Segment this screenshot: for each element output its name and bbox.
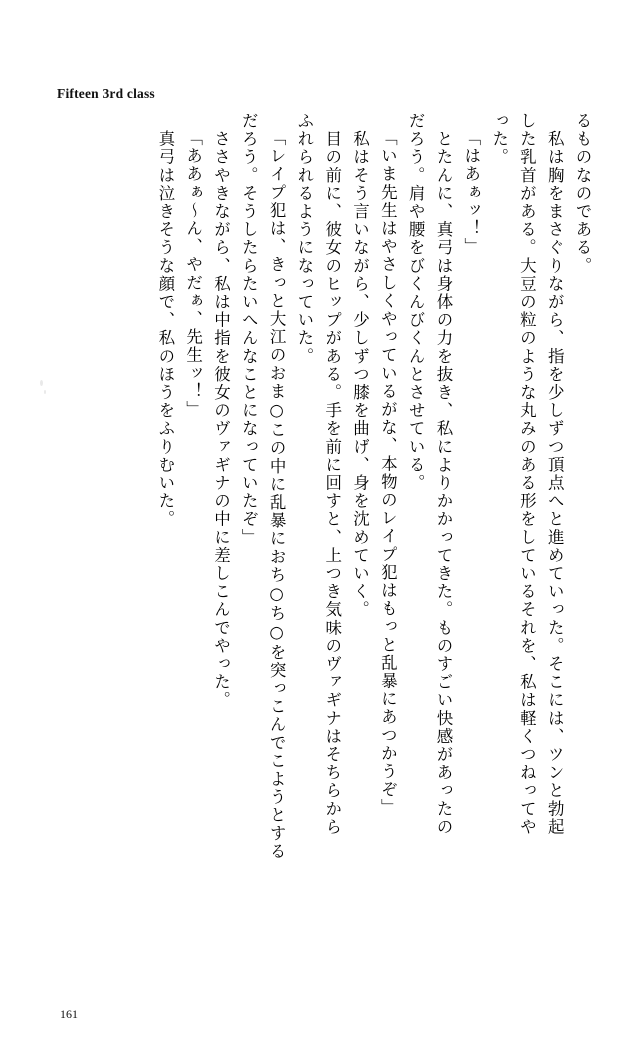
text-column: だろう。肩や腰をびくんびくんとさせている。 <box>406 112 426 493</box>
vertical-text-body <box>71 112 591 942</box>
scan-speck <box>40 380 43 386</box>
running-head: Fifteen 3rd class <box>57 86 155 101</box>
text-column: 目の前に、彼女のヒップがある。手を前に回すと、上つき気味のヴァギナはそちらから <box>322 112 342 836</box>
text-column: 「はあぁッ！」 <box>461 129 481 256</box>
text-column: とたんに、真弓は身体の力を抜き、私によりかかってきた。ものすごい快感があったの <box>433 112 453 836</box>
text-column: るものなのである。 <box>573 112 592 275</box>
text-column: 真弓は泣きそうな顔で、私のほうをふりむいた。 <box>155 112 175 529</box>
text-column: 「レイプ犯は、きっと大江のおま○この中に乱暴におち○ち○を突っこんでこようとする <box>267 129 287 861</box>
text-column: った。 <box>489 112 509 167</box>
text-column: 「ああぁ～ん、やだぁ、先生ッ！」 <box>183 129 203 419</box>
text-column: 私は胸をまさぐりながら、指を少しずつ頂点へと進めていった。そこには、ツンと勃起 <box>545 112 565 836</box>
text-column: ささやきながら、私は中指を彼女のヴァギナの中に差しこんでやった。 <box>211 112 231 710</box>
text-column: ふれられるようになっていた。 <box>294 112 314 366</box>
text-column: 「いま先生はやさしくやっているがな、本物のレイプ犯はもっと乱暴にあつかうぞ」 <box>378 129 398 817</box>
text-column: した乳首がある。大豆の粒のような丸みのある形をしているそれを、私は軽くつねってや <box>517 112 537 836</box>
text-column: だろう。そうしたらたいへんなことになっていたぞ」 <box>239 112 259 547</box>
scan-speck <box>44 390 46 394</box>
text-column: 私はそう言いながら、少しずつ膝を曲げ、身を沈めていく。 <box>350 112 370 619</box>
page-number: 161 <box>60 1007 78 1021</box>
